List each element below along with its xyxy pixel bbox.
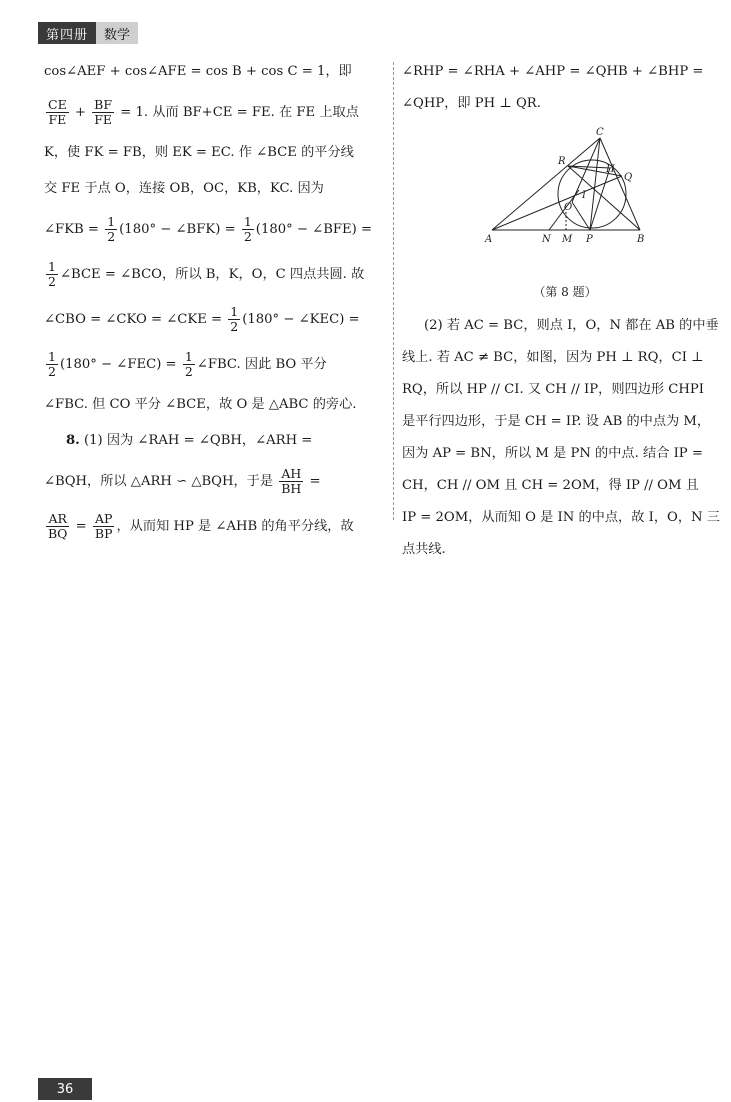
text-line: $\frac{1}{2}$ (180° − ∠FEC) = $\frac{1}{2}$ ∠FBC. 因此 BO 平分	[48, 349, 327, 379]
fraction: $\frac{1}{2}$	[230, 304, 239, 334]
fraction: $\frac{1}{2}$	[48, 259, 56, 289]
left-column	[44, 62, 386, 557]
fraction: $\frac{AR}{BQ}$	[48, 511, 68, 541]
label-n: N	[542, 234, 551, 245]
problem-number: 8.	[66, 433, 80, 448]
label-i: I	[582, 190, 586, 201]
text-line: $\frac{AR}{BQ}$ = $\frac{AP}{BP}$ ，从而知 HP 是 ∠AHB 的角平分线，故	[48, 511, 354, 541]
text-line: 点共线.	[402, 542, 446, 557]
label-p: P	[586, 234, 593, 245]
text-line: $\frac{1}{2}$ ∠BCE = ∠BCO，所以 B，K，O，C 四点共圆. 故	[48, 259, 365, 289]
fraction: $\frac{1}{2}$	[48, 349, 56, 379]
text-line: cos∠AEF + cos∠AFE = cos B + cos C = 1，即	[44, 64, 352, 79]
subject-label: 数学	[96, 22, 138, 44]
right-column	[402, 62, 728, 572]
label-m: M	[562, 234, 573, 245]
volume-label: 第四册	[38, 22, 96, 44]
geometry-figure	[402, 126, 728, 276]
running-header	[38, 22, 138, 44]
text-line: ∠RHP = ∠RHA + ∠AHP = ∠QHB + ∠BHP =	[402, 64, 704, 79]
label-c: C	[596, 127, 604, 138]
label-q: Q	[624, 172, 633, 183]
fraction: $\frac{AH}{BH}$	[281, 466, 302, 496]
fraction: $\frac{CE}{FE}$	[48, 97, 67, 127]
text-line: $\frac{CE}{FE}$ + $\frac{BF}{FE}$ = 1. 从而 BF+CE = FE. 在 FE 上取点	[48, 97, 359, 127]
fraction: $\frac{1}{2}$	[243, 214, 252, 244]
label-h: H	[606, 164, 615, 175]
page-number: 36	[38, 1078, 92, 1100]
figure-caption: （第 8 题）	[533, 285, 597, 299]
label-o: O	[564, 202, 573, 213]
text-line: K，使 FK = FB，则 EK = EC. 作 ∠BCE 的平分线	[44, 145, 354, 160]
label-r: R	[558, 156, 566, 167]
label-b: B	[637, 234, 645, 245]
text-line: 线上. 若 AC ≠ BC，如图，因为 PH ⊥ RQ，CI ⊥	[402, 350, 704, 365]
triangle-diagram	[472, 126, 662, 276]
text-line: 因为 AP = BN，所以 M 是 PN 的中点. 结合 IP =	[402, 446, 703, 461]
text-line: CH，CH // OM 且 CH = 2OM，得 IP // OM 且	[402, 478, 699, 493]
text-line: 交 FE 于点 O，连接 OB，OC，KB，KC. 因为	[44, 181, 324, 196]
label-a: A	[485, 234, 493, 245]
text-line: ∠FKB = $\frac{1}{2}$ (180° − ∠BFK) = $\frac{1}{2}$ (180° − ∠BFE) =	[44, 214, 373, 244]
text-line: ∠FBC. 但 CO 平分 ∠BCE，故 O 是 △ABC 的旁心.	[44, 397, 357, 412]
fraction: $\frac{AP}{BP}$	[94, 511, 113, 541]
text-line: ∠CBO = ∠CKO = ∠CKE = $\frac{1}{2}$ (180° − ∠KEC) =	[44, 304, 360, 334]
text-line: (2) 若 AC = BC，则点 I，O，N 都在 AB 的中垂	[424, 318, 719, 333]
text-line: IP = 2OM，从而知 O 是 IN 的中点，故 I，O，N 三	[402, 510, 720, 525]
text-line: 是平行四边形，于是 CH = IP. 设 AB 的中点为 M，	[402, 414, 711, 429]
text-line: 8. (1) 因为 ∠RAH = ∠QBH，∠ARH =	[66, 433, 313, 448]
text-line: RQ，所以 HP // CI. 又 CH // IP，则四边形 CHPI	[402, 382, 704, 397]
text-line: ∠QHP，即 PH ⊥ QR.	[402, 96, 541, 111]
solution-paragraph	[402, 316, 728, 560]
fraction: $\frac{1}{2}$	[107, 214, 116, 244]
text-line: ∠BQH，所以 △ARH ∽ △BQH，于是 $\frac{AH}{BH}$ =	[44, 466, 321, 496]
column-divider	[393, 62, 394, 520]
fraction: $\frac{BF}{FE}$	[94, 97, 113, 127]
fraction: $\frac{1}{2}$	[184, 349, 193, 379]
